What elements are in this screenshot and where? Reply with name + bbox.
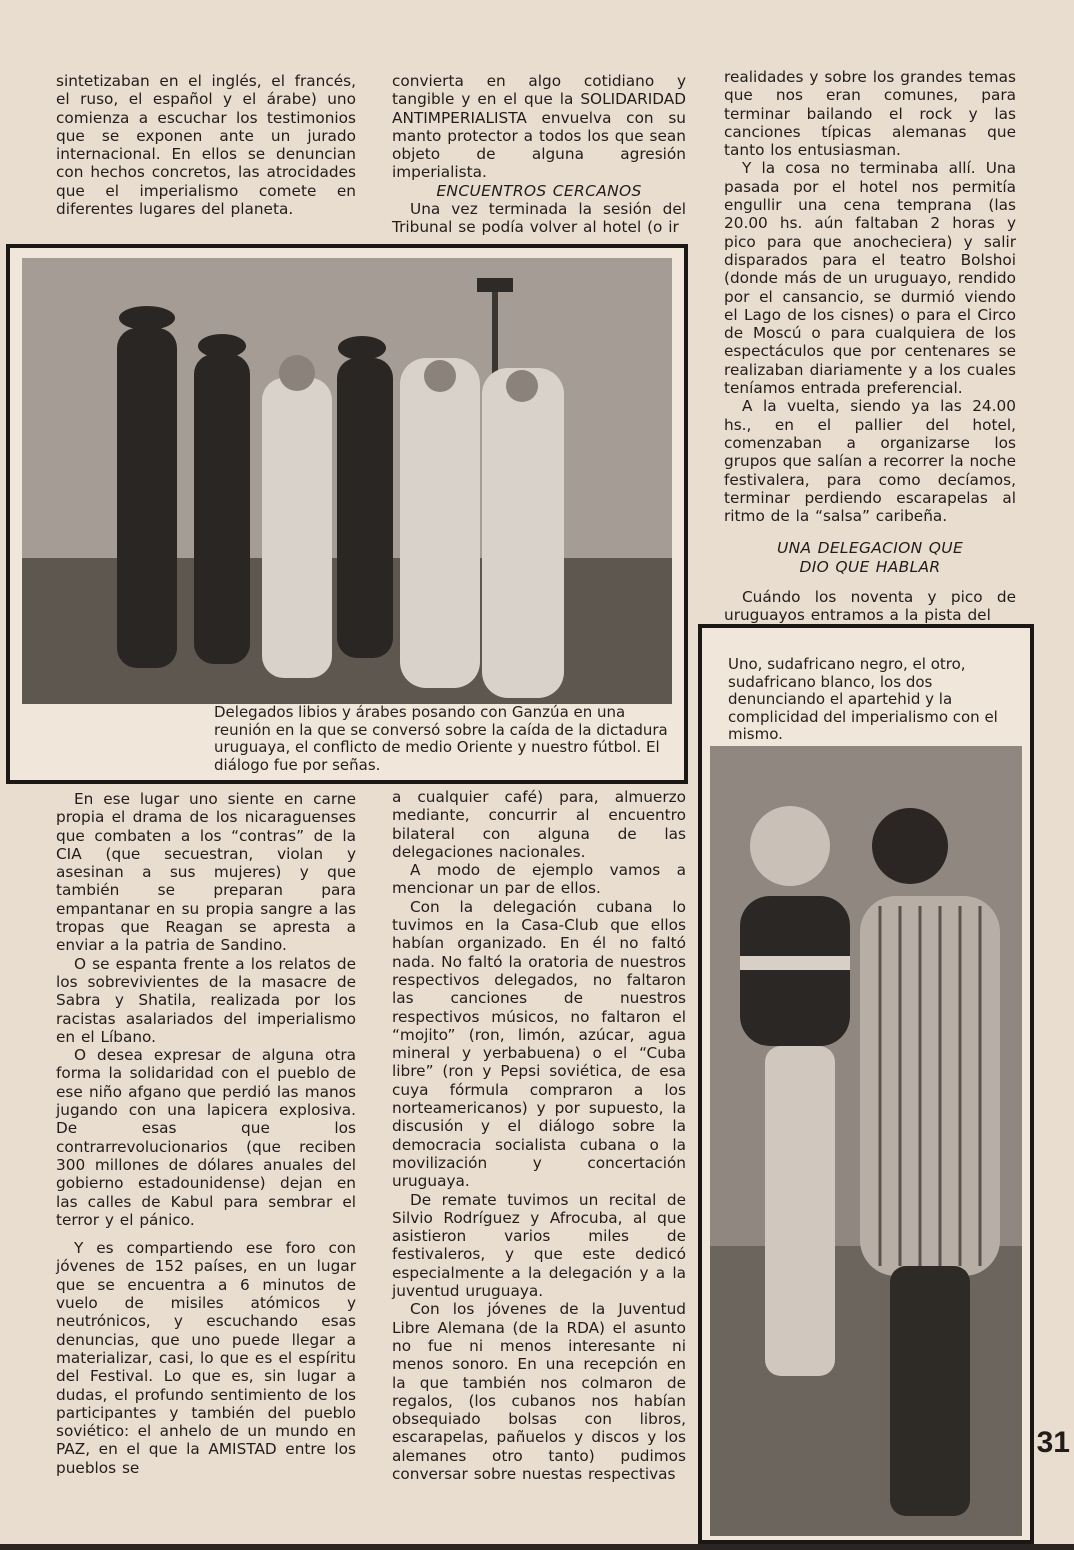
paragraph: Con la delegación cubana lo tuvimos en la Casa-Club que ellos habían organizado. En él no faltó nada. No faltó la oratoria de nuestros respectivos delegados, no faltaron las canciones de nuestros respectivos músicos, no faltaron el “mojito” (ron, limón, azúcar, agua mineral y yerbabuena) o el “Cuba libre” (ron y Pepsi soviética, de esa cuya fórmula compraron a los norteamericanos) y por supuesto, la discusión y el diálogo sobre la democracia socialista cubana o la movilización y concertación uruguaya.	[392, 897, 686, 1191]
photo-sudafricanos	[710, 746, 1022, 1536]
photo-delegates-illustration	[22, 258, 672, 704]
subheading-delegacion-2: DIO QUE HABLAR	[799, 557, 941, 576]
paragraph: realidades y sobre los grandes temas que nos eran comunes, para terminar bailando el rock y las canciones típicas alemanas que tanto los entusiasman.	[724, 68, 1016, 160]
photo-delegates	[22, 258, 672, 704]
paragraph: Y es compartiendo ese foro con jóvenes de 152 países, en un lugar que se encuentra a 6 minutos de vuelo de misiles atómicos y neutrónicos, y escuchando esas denuncias, que uno puede llegar a materializar, casi, lo que es el espíritu del Festival. Lo que es, sin lugar a dudas, el profundo sentimiento de los participantes y también del pueblo soviético: el anhelo de un mundo en PAZ, en el que la AMISTAD entre los pueblos se	[56, 1239, 356, 1477]
photo-sudafricanos-illustration	[710, 746, 1022, 1536]
page-number: 31	[1036, 1426, 1070, 1459]
paragraph: convierta en algo cotidiano y tangible y en el que la SOLIDARIDAD ANTIMPERIALISTA envuelva con su manto protector a todos los que sean objeto de alguna agresión imperialista.	[392, 72, 686, 182]
bottom-rule	[0, 1544, 1074, 1550]
paragraph: sintetizaban en el inglés, el francés, el ruso, el español y el árabe) uno comienza a escuchar los testimonios que se exponen ante un jurado internacional. En ellos se denuncian con hechos concretos, las atrocidades que el imperialismo comete en diferentes lugares del planeta.	[56, 72, 356, 219]
photo-caption-sudafricanos: Uno, sudafricano negro, el otro, sudafricano blanco, los dos denunciando el apartehid y la complicidad del imperialismo con el mismo.	[728, 655, 998, 743]
paragraph: A la vuelta, siendo ya las 24.00 hs., en el pallier del hotel, comenzaban a organizarse los grupos que salían a recorrer la noche festivalera, para como decíamos, terminar perdiendo escarapelas al ritmo de la “salsa” caribeña.	[724, 397, 1017, 526]
photo-frame-delegates	[6, 244, 688, 784]
column-2-top	[392, 72, 686, 237]
column-2-bottom	[392, 788, 686, 1483]
paragraph: Cuándo los noventa y pico de uruguayos entramos a la pista del	[724, 588, 1016, 625]
paragraph: Y la cosa no terminaba allí. Una pasada por el hotel nos permitía engullir una cena temprana (las 20.00 hs. aún faltaban 2 horas y pico para que anocheciera) y salir disparados para el teatro Bolshoi (donde más de un uruguayo, rendido por el cansancio, se durmió viendo el Lago de los cisnes) o para el Circo de Moscú o para cualquiera de los espectáculos que por centenares se realizaban diariamente y a los cuales teníamos entrada preferencial.	[724, 159, 1016, 398]
column-1-top	[56, 72, 356, 218]
subheading-delegacion-1: UNA DELEGACION QUE	[776, 539, 964, 558]
paragraph: a cualquier café) para, almuerzo mediante, concurrir al encuentro bilateral con alguna de las delegaciones nacionales.	[392, 788, 686, 861]
paragraph: De remate tuvimos un recital de Silvio Rodríguez y Afrocuba, al que asistieron varios miles de festivaleros, y que este dedicó especialmente a la delegación y a la juventud uruguaya.	[392, 1190, 686, 1301]
paragraph: O desea expresar de alguna otra forma la solidaridad con el pueblo de ese niño afgano que perdió las manos jugando con una lapicera explosiva. De esas que los contrarrevolucionarios (que reciben 300 millones de dólares anuales del gobierno estadounidense) dejan en las calles de Kabul para sembrar el terror y el pánico.	[56, 1046, 356, 1229]
column-1-bottom	[56, 790, 356, 1477]
paragraph: O se espanta frente a los relatos de los sobrevivientes de la masacre de Sabra y Shatila, realizada por los racistas asalariados del imperialismo en el Líbano.	[56, 954, 356, 1046]
paragraph: En ese lugar uno siente en carne propia el drama de los nicaraguenses que combaten a los “contras” de la CIA (que secuestran, violan y asesinan a sus mujeres) y que también se preparan para empantanar en su propia sangre a las tropas que Reagan se apresta a enviar a la patria de Sandino.	[56, 790, 356, 955]
column-3-top	[724, 68, 1016, 625]
paragraph: A modo de ejemplo vamos a mencionar un par de ellos.	[392, 861, 686, 898]
photo-caption-delegates: Delegados libios y árabes posando con Ganzúa en una reunión en la que se conversó sobre la caída de la dictadura uruguaya, el conflicto de medio Oriente y nuestro fútbol. El diálogo fue por señas.	[214, 703, 668, 774]
paragraph: Con los jóvenes de la Juventud Libre Alemana (de la RDA) el asunto no fue ni menos interesante ni menos sonoro. En una recepción en la que también nos colmaron de regalos, (los cubanos nos habían obsequiado bolsas con libros, escarapelas, pañuelos y discos y los alemanes otro tanto) pudimos conversar sobre nuestas respectivas	[392, 1300, 686, 1483]
paragraph: Una vez terminada la sesión del Tribunal se podía volver al hotel (o ir	[392, 200, 686, 237]
subheading-encuentros: ENCUENTROS CERCANOS	[436, 181, 642, 200]
photo-frame-sudafricanos	[698, 624, 1034, 1544]
